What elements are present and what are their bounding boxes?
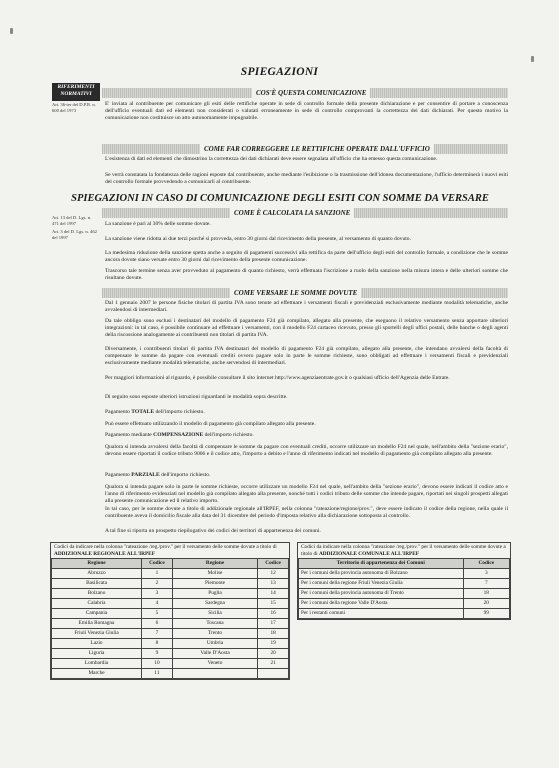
paragraph: Qualora si intenda pagare solo in parte le somme richieste, occorre utilizzare un modello F24 nel quale, nell'ambito della "sezione erario", devono essere indicati il codice atto e l'anno di riferimento evidenziati nel modello già compilato allegato alla presente, nonché tutti i codici tributo delle somme che intende pagare, riportati nei singoli prospetti allegati alla presente comunicazione ed il relativo importo.: [105, 484, 508, 505]
table-cell: Per i restanti comuni: [299, 609, 464, 619]
column-header: Regione: [52, 559, 142, 569]
table-cell: Lazio: [52, 639, 142, 649]
table-cell: 19: [258, 639, 289, 649]
table-cell: 14: [258, 589, 289, 599]
table-cell: 20: [463, 599, 509, 609]
riferimenti-normativi-box: RIFERIMENTI NORMATIVI: [52, 83, 100, 101]
ref-dpr-600: Art. 36-ter del D.P.R. n. 600 del 1973: [52, 102, 96, 113]
regional-table-box: [50, 542, 290, 680]
table-cell: 7: [463, 579, 509, 589]
table-cell: Sicilia: [172, 609, 257, 619]
paragraph: La sanzione è pari al 30% delle somme dovute.: [105, 221, 211, 227]
text-run: Pagamento: [105, 472, 132, 478]
table-cell: 16: [258, 609, 289, 619]
table-row: [52, 649, 289, 659]
table-row: [52, 659, 289, 669]
paragraph: Trascorso tale termine senza aver provveduto al pagamento di quanto richiesto, verrà effettuata l'iscrizione a ruolo della sanzione nella misura intera e delle ulteriori somme che risultano dovute.: [105, 268, 508, 282]
table-cell: 4: [142, 599, 173, 609]
paragraph: Diversamente, i contribuenti titolari di partita IVA destinatari del modello di pagamento F24 già compilato, allegato alla presente, che intendano avvalersi della facoltà di compensare le somme da pagare con eventuali crediti ovvero pagare solo in parte le somme richieste, sono obbligati ad effettuare i versamenti fiscali e previdenziali esclusivamente mediante modalità telematiche, anche servendosi di intermediari.: [105, 346, 508, 367]
paragraph: Se verrà constatata la fondatezza delle ragioni esposte dal contribuente, anche mediante l'esibizione o la trasmissione dell'idonea documentazione, l'ufficio determinerà i nuovi esiti del controllo formale provvedendo a comunicarli al contribuente.: [105, 172, 508, 186]
text-run: dell'importo richiesto.: [154, 409, 205, 415]
table-row: [299, 579, 510, 589]
table-cell: Umbria: [172, 639, 257, 649]
table-cell: 18: [463, 589, 509, 599]
table-cell: Per i comuni della provincia autonoma di Bolzano: [299, 569, 464, 579]
table-cell: 12: [258, 569, 289, 579]
table-cell: Lombardia: [52, 659, 142, 669]
section-bar-3: [102, 208, 508, 218]
table-cell: 99: [463, 609, 509, 619]
table-cell: Veneto: [172, 659, 257, 669]
table-cell: 1: [142, 569, 173, 579]
table-cell: 7: [142, 629, 173, 639]
section-bar-2: [102, 144, 508, 154]
table-row: [299, 589, 510, 599]
table-row: [52, 669, 289, 679]
caption-text: Codici da indicare nella colonna "rateazione /reg./prov." per il versamento delle somme dovute a titolo di: [301, 544, 506, 557]
table-cell: Sardegna: [172, 599, 257, 609]
section-bar-label: COME VERSARE LE SOMME DOVUTE: [230, 288, 361, 298]
table-cell: Per i comuni della provincia autonoma di Trento: [299, 589, 464, 599]
section-bar-label: COME FAR CORREGGERE LE RETTIFICHE OPERATE DALL'UFFICIO: [200, 144, 434, 154]
paragraph: In tal caso, per le somme dovute a titolo di addizionale regionale all'IRPEF, nella colonna "rateazione/regione/prov.", deve essere indicato il codice della regione, nella quale il contribuente aveva il domicilio fiscale alla data del 31 dicembre del periodo d'imposta relativo alla dichiarazione sottoposta al controllo.: [105, 506, 508, 520]
table-cell: 15: [258, 599, 289, 609]
table-row: [299, 609, 510, 619]
ref-dlgs-462: Art. 3 del D. Lgs. n. 462 del 1997: [52, 229, 97, 240]
column-header: Territorio di appartenenza dei Comuni: [299, 559, 464, 569]
table-cell: Campania: [52, 609, 142, 619]
scan-mark: [10, 28, 13, 34]
column-header: Codice: [258, 559, 289, 569]
table-cell: 3: [463, 569, 509, 579]
table-cell: Emilia Romagna: [52, 619, 142, 629]
text-run: dell'importo richiesto.: [203, 432, 254, 438]
paragraph: Da tale obbligo sono esclusi i destinatari del modello di pagamento F24 già compilato, allegato alla presente, che eseguono il relativo versamento senza apportare ulteriori integrazioni: in tal caso, è possibile continuare ad effettuare i versamenti, con il modello F24 cartaceo ricevuto, presso gli sportelli degli uffici postali, delle banche o degli agenti della riscossione analogamente ai contribuenti non titolari di partita IVA.: [105, 318, 508, 339]
table-cell: 18: [258, 629, 289, 639]
paragraph: Di seguito sono esposte ulteriori istruzioni riguardanti le modalità sopra descritte.: [105, 394, 288, 400]
table-cell: 3: [142, 589, 173, 599]
table-cell: [172, 669, 257, 679]
table-cell: Per i comuni della regione Friuli Venezia Giulia: [299, 579, 464, 589]
paragraph: [105, 472, 508, 479]
table-cell: 10: [142, 659, 173, 669]
table-cell: 2: [142, 579, 173, 589]
table-cell: Abruzzo: [52, 569, 142, 579]
table-cell: 21: [258, 659, 289, 669]
paragraph: Qualora si intenda avvalersi della facoltà di compensare le somme da pagare con eventuali crediti, occorre utilizzare un modello F24 nel quale, nell'ambito della "sezione erario", devono essere riportati il codice tributo 9006 e il codice atto, l'importo a debito e l'anno di riferimento indicati nel modello di pagamento già compilato allegato alla presente.: [105, 444, 508, 458]
table-cell: Puglia: [172, 589, 257, 599]
column-header: Codice: [142, 559, 173, 569]
section-bar-4: [102, 288, 508, 298]
table-cell: Marche: [52, 669, 142, 679]
table-cell: 6: [142, 619, 173, 629]
table-cell: Basilicata: [52, 579, 142, 589]
table-cell: Per i comuni della regione Valle D'Aosta: [299, 599, 464, 609]
paragraph: L'esistenza di dati ed elementi che dimostrino la correttezza dei dati dichiarati deve essere segnalata all'ufficio che ha emesso questa comunicazione.: [105, 156, 438, 162]
text-run: dell'importo richiesto.: [159, 472, 211, 478]
table-row: [52, 579, 289, 589]
text-run-bold: PARZIALE: [131, 472, 160, 478]
paragraph: [105, 409, 508, 416]
table-cell: Friuli Venezia Giulia: [52, 629, 142, 639]
table-cell: Molise: [172, 569, 257, 579]
table-cell: 9: [142, 649, 173, 659]
text-run-bold: COMPENSAZIONE: [153, 432, 204, 438]
communal-table-box: [297, 542, 511, 620]
paragraph: A tal fine si riporta un prospetto riepilogativo dei codici dei territori di appartenenza dei comuni.: [105, 528, 321, 534]
table-cell: Liguria: [52, 649, 142, 659]
table-cell: Valle D'Aosta: [172, 649, 257, 659]
table-cell: [258, 669, 289, 679]
table-cell: 11: [142, 669, 173, 679]
section-bar-label: COS'È QUESTA COMUNICAZIONE: [252, 88, 370, 98]
table-cell: Bolzano: [52, 589, 142, 599]
text-run-bold: TOTALE: [131, 409, 155, 415]
paragraph: Dal 1 gennaio 2007 le persone fisiche titolari di partita IVA sono tenute ad effettuare i versamenti fiscali e previdenziali esclusivamente mediante modalità telematiche, anche avvalendosi di intermediari.: [105, 300, 508, 314]
communal-table: [298, 558, 510, 619]
table-cell: 8: [142, 639, 173, 649]
paragraph: [105, 432, 508, 439]
scan-mark: [531, 56, 534, 62]
table-row: [52, 609, 289, 619]
text-run: Pagamento: [105, 409, 132, 415]
table-row: [299, 569, 510, 579]
communal-table-caption: [298, 543, 510, 558]
table-row: [52, 639, 289, 649]
table-row: [299, 599, 510, 609]
table-cell: Calabria: [52, 599, 142, 609]
table-row: [52, 589, 289, 599]
table-row: [52, 599, 289, 609]
table-cell: Toscana: [172, 619, 257, 629]
table-cell: 5: [142, 609, 173, 619]
table-cell: 17: [258, 619, 289, 629]
caption-text-bold: ADDIZIONALE REGIONALE ALL'IRPEF: [54, 550, 155, 557]
ref-dlgs-471: Art. 13 del D. Lgs. n. 471 del 1997: [52, 215, 92, 226]
section-bar-1: [102, 88, 508, 98]
caption-text-bold: ADDIZIONALE COMUNALE ALL'IRPEF: [318, 550, 420, 557]
table-cell: Piemonte: [172, 579, 257, 589]
section-bar-label: COME È CALCOLATA LA SANZIONE: [230, 208, 354, 218]
paragraph: E' inviata al contribuente per comunicare gli esiti delle rettifiche operate in sede di controllo formale della presente dichiarazione e per consentire di portare a conoscenza dell'ufficio eventuali dati ed elementi non considerati o valutati erroneamente in sede di controllo comprovanti la correttezza dei dati dichiarati. Per questo motivo la comunicazione non costituisce un atto autonomamente impugnabile.: [105, 101, 508, 122]
section-title-2: SPIEGAZIONI IN CASO DI COMUNICAZIONE DEGLI ESITI CON SOMME DA VERSARE: [71, 193, 489, 204]
table-row: [52, 619, 289, 629]
regional-table-caption: [51, 543, 289, 558]
table-row: [52, 569, 289, 579]
regional-table: [51, 558, 289, 679]
paragraph: Per maggiori informazioni al riguardo, è possibile consultare il sito internet http://www.agenziaentrate.gov.it o qualsiasi ufficio dell'Agenzia delle Entrate.: [105, 375, 450, 381]
text-run: Pagamento mediante: [105, 432, 154, 438]
caption-text: Codici da indicare nella colonna "rateazione /reg./prov." per il versamento delle somme dovute a titolo di: [54, 544, 277, 550]
column-header: Regione: [172, 559, 257, 569]
page-title: SPIEGAZIONI: [240, 66, 319, 78]
table-cell: 13: [258, 579, 289, 589]
paragraph: La medesima riduzione della sanzione spetta anche a seguito di pagamenti successivi alla rettifica da parte dell'ufficio degli esiti del controllo formale, a condizione che le somme ancora dovute siano versate entro 30 giorni dal ricevimento della presente comunicazione.: [105, 250, 508, 264]
table-cell: Trento: [172, 629, 257, 639]
table-cell: 20: [258, 649, 289, 659]
paragraph: La sanzione viene ridotta ai due terzi purché si provveda, entro 30 giorni dal ricevimento della presente, al versamento di quanto dovuto.: [105, 236, 411, 242]
column-header: Codice: [463, 559, 509, 569]
paragraph: Può essere effettuato utilizzando il modello di pagamento già compilato allegato alla presente.: [105, 421, 316, 427]
table-row: [52, 629, 289, 639]
